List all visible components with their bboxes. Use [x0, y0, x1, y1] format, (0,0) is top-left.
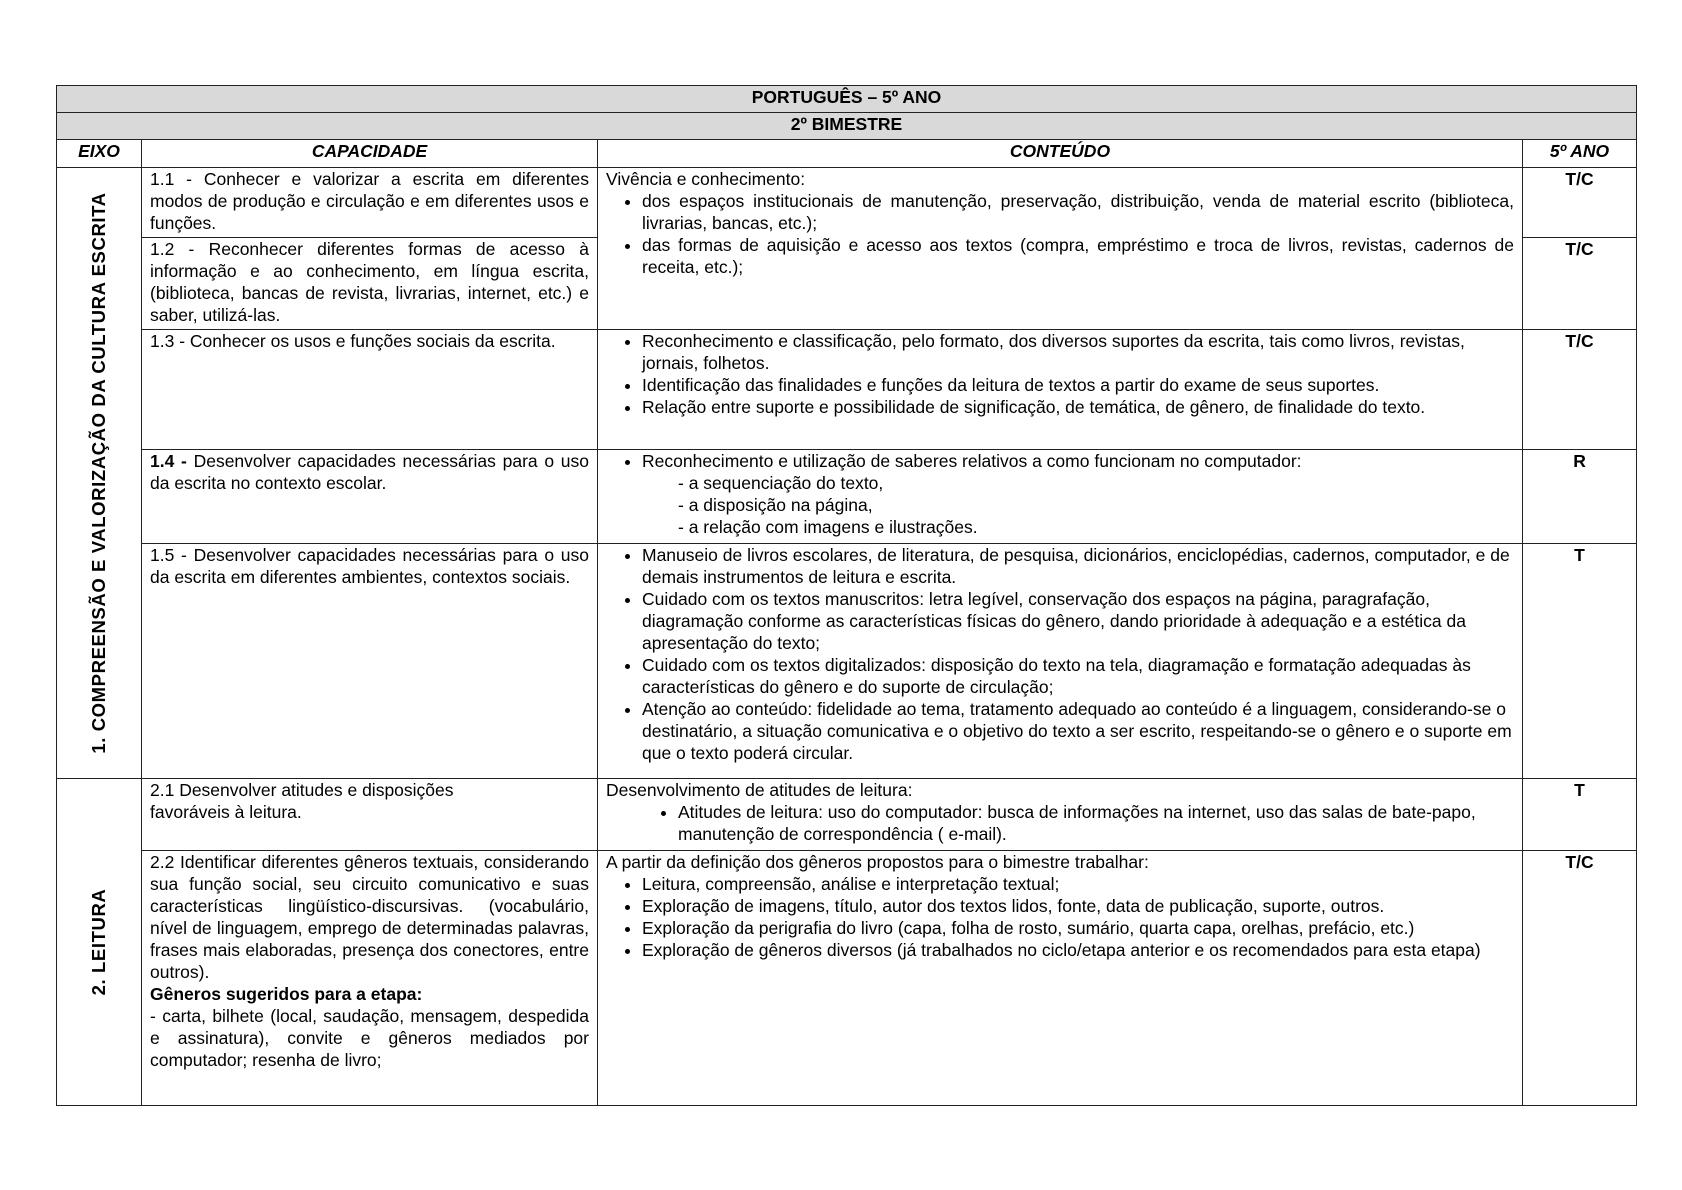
conteudo-intro: Vivência e conhecimento:	[606, 169, 806, 189]
conteudo-intro: Desenvolvimento de atitudes de leitura:	[606, 780, 913, 800]
list-item: • Identificação das finalidades e funções da leitura de textos a partir do exame de seus suportes.	[642, 374, 1514, 396]
ano-1-4: R	[1523, 450, 1637, 544]
capacidade-1-4-text: Desenvolver capacidades necessárias para o uso da escrita no contexto escolar.	[150, 451, 589, 493]
page-title: PORTUGUÊS – 5º ANO	[57, 86, 1637, 113]
list-item: • Cuidado com os textos digitalizados: disposição do texto na tela, diagramação e formatação adequadas às características do gênero e do suporte de circulação;	[642, 654, 1514, 698]
generos-heading: Gêneros sugeridos para a etapa:	[150, 984, 423, 1004]
page-subtitle: 2º BIMESTRE	[57, 113, 1637, 140]
ano-2-2: T/C	[1523, 851, 1637, 1106]
conteudo-1-3	[598, 330, 1523, 450]
capacidade-1-3: 1.3 - Conhecer os usos e funções sociais da escrita.	[142, 330, 598, 450]
generos-list: - carta, bilhete (local, saudação, mensagem, despedida e assinatura), convite e gêneros mediados por computador; resenha de livro;	[150, 1006, 589, 1070]
list-item: • Reconhecimento e utilização de saberes relativos a como funcionam no computador:	[642, 450, 1514, 472]
conteudo-2-2	[598, 851, 1523, 1106]
capacidade-1-4	[142, 450, 598, 544]
list-item: • Atenção ao conteúdo: fidelidade ao tema, tratamento adequado ao conteúdo é a linguagem, considerando-se o destinatário, a situação comunicativa e o objetivo do texto a ser escrito, respeitando-se o gênero e o suporte em que o texto poderá circular.	[642, 698, 1514, 764]
list-item: • Cuidado com os textos manuscritos: letra legível, conservação dos espaços na página, paragrafação, diagramação conforme as características físicas do gênero, dando prioridade à adequação e a estética da apresentação do texto;	[642, 588, 1514, 654]
ano-2-1: T	[1523, 779, 1637, 851]
column-header-capacidade: CAPACIDADE	[142, 140, 598, 168]
list-item: • Exploração de imagens, título, autor dos textos lidos, fonte, data de publicação, suporte, outros.	[642, 895, 1514, 917]
table-row	[57, 450, 1637, 544]
conteudo-2-1	[598, 779, 1523, 851]
list-item: • dos espaços institucionais de manutenção, preservação, distribuição, venda de material escrito (biblioteca, livrarias, bancas, etc.);	[642, 190, 1514, 234]
eixo-1-cell	[57, 168, 142, 779]
list-item: • Manuseio de livros escolares, de literatura, de pesquisa, dicionários, enciclopédias, cadernos, computador, e de demais instrumentos de leitura e escrita.	[642, 544, 1514, 588]
eixo-2-cell	[57, 779, 142, 1106]
ano-1-3: T/C	[1523, 330, 1637, 450]
conteudo-1-4	[598, 450, 1523, 544]
sub-item: - a disposição na página,	[678, 495, 873, 515]
table-row	[57, 779, 1637, 851]
capacidade-2-1: 2.1 Desenvolver atitudes e disposições favoráveis à leitura.	[142, 779, 598, 851]
list-item: • Reconhecimento e classificação, pelo formato, dos diversos suportes da escrita, tais como livros, revistas, jornais, folhetos.	[642, 330, 1514, 374]
conteudo-1-1-1-2	[598, 168, 1523, 330]
curriculum-table	[56, 85, 1637, 1106]
list-item: • das formas de aquisição e acesso aos textos (compra, empréstimo e troca de livros, revistas, cadernos de receita, etc.);	[642, 234, 1514, 278]
ano-1-5: T	[1523, 544, 1637, 779]
capacidade-1-4-number: 1.4 -	[150, 451, 187, 471]
capacidade-2-2	[142, 851, 598, 1106]
eixo-2-label: 2. LEITURA	[88, 888, 109, 996]
table-row	[57, 168, 1637, 238]
list-item: • Relação entre suporte e possibilidade de significação, de temática, de gênero, de finalidade do texto.	[642, 396, 1514, 418]
table-row	[57, 544, 1637, 779]
table-row	[57, 330, 1637, 450]
conteudo-intro: A partir da definição dos gêneros propostos para o bimestre trabalhar:	[606, 852, 1149, 872]
capacidade-1-5: 1.5 - Desenvolver capacidades necessárias para o uso da escrita em diferentes ambientes, contextos sociais.	[142, 544, 598, 779]
sub-item: - a relação com imagens e ilustrações.	[678, 517, 978, 537]
ano-1-1: T/C	[1523, 168, 1637, 238]
capacidade-2-2-text: 2.2 Identificar diferentes gêneros textuais, considerando sua função social, seu circuito comunicativo e suas características lingüístico-discursivas. (vocabulário, nível de linguagem, emprego de determinadas palavras, frases mais elaboradas, presença dos conectores, entre outros).	[150, 852, 589, 982]
eixo-1-label: 1. COMPREENSÃO E VALORIZAÇÃO DA CULTURA ESCRITA	[88, 192, 109, 754]
capacidade-1-1: 1.1 - Conhecer e valorizar a escrita em diferentes modos de produção e circulação e em diferentes usos e funções.	[142, 168, 598, 238]
list-item: • Exploração de gêneros diversos (já trabalhados no ciclo/etapa anterior e os recomendados para esta etapa)	[642, 939, 1514, 961]
column-header-ano: 5º ANO	[1523, 140, 1637, 168]
capacidade-1-2: 1.2 - Reconhecer diferentes formas de acesso à informação e ao conhecimento, em língua escrita, (biblioteca, bancas de revista, livrarias, internet, etc.) e saber, utilizá-las.	[142, 238, 598, 330]
column-header-eixo: EIXO	[57, 140, 142, 168]
list-item: • Atitudes de leitura: uso do computador: busca de informações na internet, uso das salas de bate-papo, manutenção de correspondência ( e-mail).	[678, 801, 1514, 845]
list-item: • Exploração da perigrafia do livro (capa, folha de rosto, sumário, quarta capa, orelhas, prefácio, etc.)	[642, 917, 1514, 939]
column-header-conteudo: CONTEÚDO	[598, 140, 1523, 168]
table-row	[57, 851, 1637, 1106]
list-item: • Leitura, compreensão, análise e interpretação textual;	[642, 873, 1514, 895]
sub-item: - a sequenciação do texto,	[678, 473, 884, 493]
ano-1-2: T/C	[1523, 238, 1637, 330]
conteudo-1-5	[598, 544, 1523, 779]
